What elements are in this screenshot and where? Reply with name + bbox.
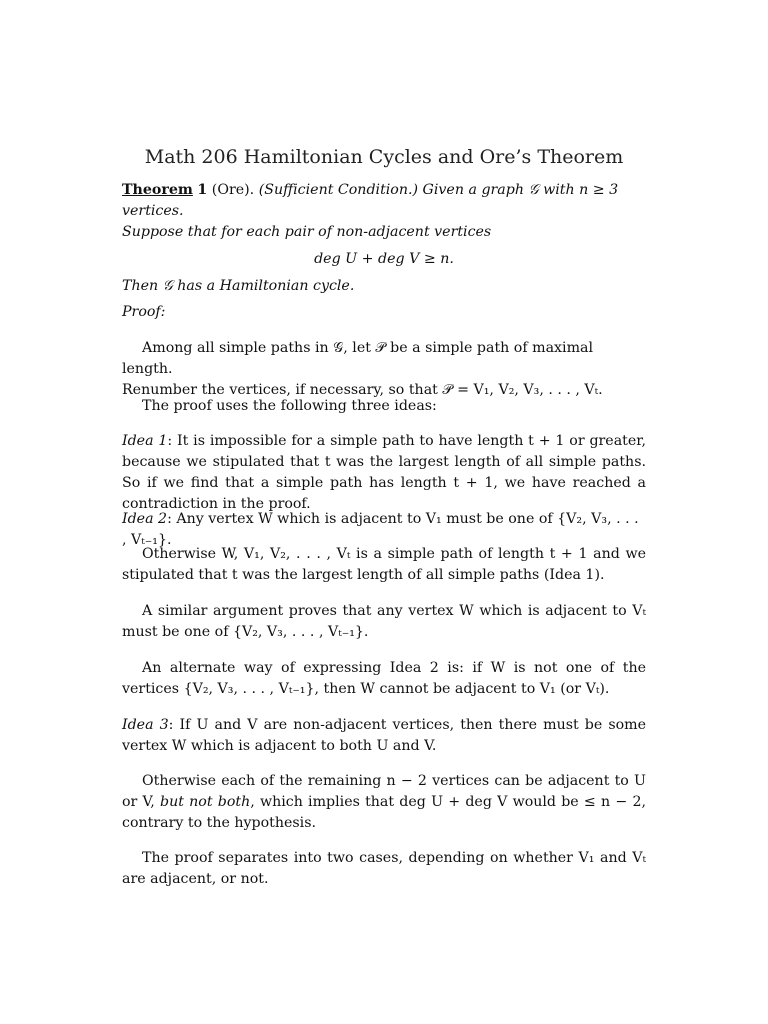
idea-3-text: : If U and V are non-adjacent vertices, then there must be some vertex W which is adjacent to both U and V. — [122, 717, 647, 754]
paragraph-2: The proof uses the following three ideas: — [142, 398, 437, 414]
theorem-label: Theorem — [122, 182, 193, 198]
paragraph-4: A similar argument proves that any vertex W which is adjacent to Vₜ must be one of {V₂, V₃, . . . , Vₜ₋₁}. — [122, 603, 646, 640]
paragraph-6 — [122, 771, 646, 834]
theorem-line-1 — [122, 180, 646, 222]
paragraph-6-part-a: Otherwise each of the remaining n − 2 vertices can be adjacent to U or V, — [122, 773, 646, 810]
idea-3 — [122, 715, 646, 757]
theorem-statement-2: Suppose that for each pair of non-adjacent vertices — [122, 224, 492, 240]
idea-1-text: : It is impossible for a simple path to have length t + 1 or greater, because we stipulated that t was the largest length of all simple paths. So if we find that a simple path has length t + 1, we have reached a contradiction in the proof. — [122, 433, 646, 512]
paragraph-1-line-a: Among all simple paths in 𝒢, let 𝒫 be a simple path of maximal length. — [122, 340, 594, 377]
paragraph-7: The proof separates into two cases, depending on whether V₁ and Vₜ are adjacent, or not. — [122, 850, 646, 887]
paragraph-1-line-b: Renumber the vertices, if necessary, so that 𝒫 = V₁, V₂, V₃, . . . , Vₜ. — [122, 382, 603, 398]
theorem-attribution: (Ore). — [211, 182, 255, 198]
page-title: Math 206 Hamiltonian Cycles and Ore’s Theorem — [144, 146, 624, 168]
paragraph-3: Otherwise W, V₁, V₂, . . . , Vₜ is a simple path of length t + 1 and we stipulated that t was the largest length of all simple paths (Idea 1). — [122, 546, 646, 583]
theorem-block — [122, 180, 646, 297]
theorem-number: 1 — [197, 182, 208, 198]
idea-2-text: : Any vertex W which is adjacent to V₁ must be one of {V₂, V₃, . . . , Vₜ₋₁}. — [122, 511, 639, 548]
theorem-condition: (Sufficient Condition.) — [258, 182, 419, 198]
idea-1-label: Idea 1 — [122, 433, 168, 449]
idea-1 — [122, 431, 646, 515]
paragraph-5: An alternate way of expressing Idea 2 is: if W is not one of the vertices {V₂, V₃, . . . , Vₜ₋₁}, then W cannot be adjacent to V₁ (or Vₜ). — [122, 660, 646, 697]
idea-2-label: Idea 2 — [122, 511, 168, 527]
theorem-conclusion: Then 𝒢 has a Hamiltonian cycle. — [122, 278, 355, 294]
paragraph-6-part-c: , which implies that deg U + deg V would be ≤ n − 2, contrary to the hypothesis. — [122, 794, 646, 831]
theorem-statement-1: Given a graph 𝒢 with n ≥ 3 vertices. — [122, 182, 619, 219]
theorem-formula: deg U + deg V ≥ n. — [314, 251, 454, 267]
paragraph-6-emphasis: but not both — [160, 794, 251, 810]
idea-3-label: Idea 3 — [122, 717, 169, 733]
paragraph-1 — [122, 338, 646, 401]
proof-label: Proof: — [122, 304, 166, 320]
